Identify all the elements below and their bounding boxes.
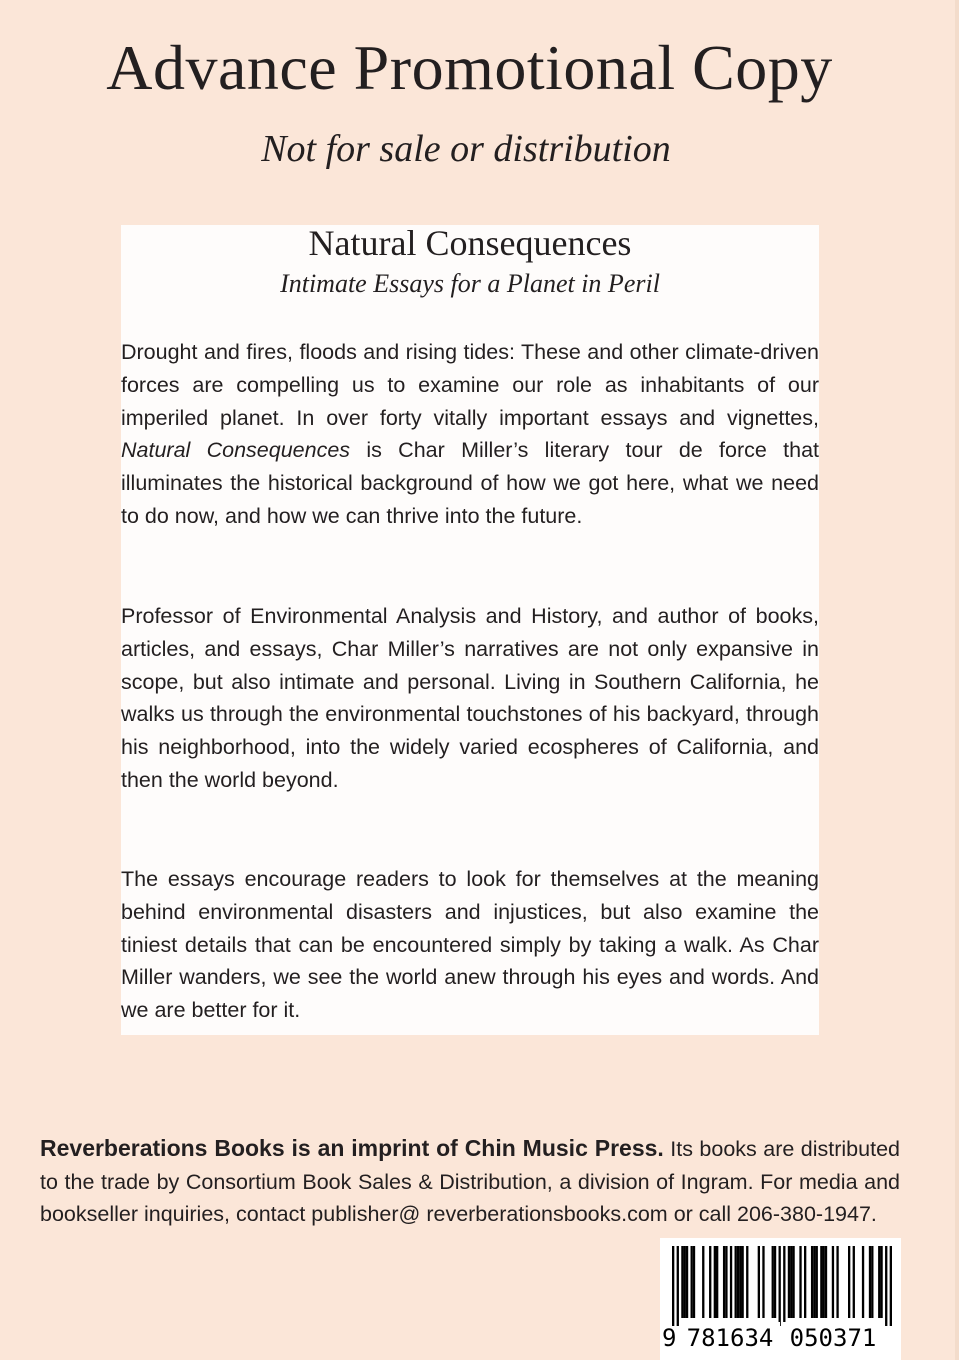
imprint-lead: Reverberations Books is an imprint of Chin Music Press. — [40, 1135, 664, 1161]
barcode-bar — [811, 1246, 813, 1318]
barcode-lead-digit: 9 — [662, 1324, 677, 1352]
barcode-left-group: 781634 — [680, 1322, 780, 1354]
barcode-bar — [709, 1246, 711, 1318]
barcode-bar — [878, 1246, 880, 1318]
barcode-bar — [869, 1246, 871, 1318]
imprint-body: Its books are distributed to the trade by Consortium Book Sales & Distribution, a division of Ingram. For media and bookseller inquiries, contact publisher@ reverberationsbooks.com or call 206-380-1947. — [40, 1137, 900, 1226]
barcode-bar — [779, 1246, 781, 1326]
barcode-bar — [746, 1246, 748, 1318]
distribution-notice: Not for sale or distribution — [261, 128, 671, 170]
barcode-bars — [672, 1246, 892, 1326]
blurb-paragraph-1 — [121, 336, 819, 533]
barcode-bar — [823, 1246, 825, 1318]
barcode-bar — [691, 1246, 693, 1318]
barcode-bar — [848, 1246, 850, 1318]
barcode-bar — [790, 1246, 792, 1318]
barcode-bar — [758, 1246, 760, 1318]
barcode-bar — [686, 1246, 688, 1318]
barcode-bar — [716, 1246, 718, 1318]
barcode-bar — [853, 1246, 855, 1318]
barcode-bar — [792, 1246, 794, 1318]
barcode-bar — [739, 1246, 741, 1318]
page-edge — [955, 0, 959, 1360]
barcode-bar — [672, 1246, 674, 1326]
barcode-bar — [820, 1246, 822, 1318]
barcode-bar — [816, 1246, 818, 1318]
barcode-bar — [813, 1246, 815, 1318]
barcode-bar — [681, 1246, 683, 1318]
barcode-bar — [799, 1246, 801, 1318]
barcode-digits — [660, 1322, 901, 1354]
barcode-bar — [832, 1246, 834, 1318]
barcode-right-group: 050371 — [783, 1322, 883, 1354]
imprint-statement — [40, 1132, 900, 1231]
barcode-bar — [772, 1246, 774, 1318]
blurb-text: Drought and fires, floods and rising tides: These and other climate-driven forces are compelling us to examine our role as inhabitants of our imperiled planet. In over forty vitally important essays and vignettes, — [121, 340, 819, 430]
barcode-bar — [762, 1246, 764, 1318]
barcode-bar — [774, 1246, 776, 1318]
barcode-bar — [885, 1246, 887, 1326]
blurb-book-title: Natural Consequences — [121, 438, 351, 463]
barcode-bar — [730, 1246, 732, 1318]
blurb-text: is Char Miller’s literary tour de force that illuminates the historical background of how we got here, what we need to do now, and how we can thrive into the future. — [121, 438, 819, 528]
barcode-bar — [737, 1246, 739, 1318]
barcode-bar — [684, 1246, 686, 1318]
barcode-bar — [725, 1246, 727, 1318]
barcode-bar — [677, 1246, 679, 1326]
barcode-bar — [735, 1246, 737, 1318]
barcode-bar — [783, 1246, 785, 1326]
barcode-bar — [825, 1246, 827, 1318]
barcode-bar — [890, 1246, 892, 1326]
barcode-bar — [723, 1246, 725, 1318]
barcode-bar — [741, 1246, 743, 1318]
barcode-bar — [714, 1246, 716, 1318]
barcode-bar — [693, 1246, 695, 1318]
barcode-bar — [804, 1246, 806, 1318]
page-title: Advance Promotional Copy — [106, 32, 833, 103]
barcode-bar — [880, 1246, 882, 1318]
book-title: Natural Consequences — [308, 223, 632, 263]
barcode-bar — [862, 1246, 864, 1318]
book-subtitle: Intimate Essays for a Planet in Peril — [280, 269, 660, 298]
barcode-bar — [788, 1246, 790, 1318]
isbn-barcode — [660, 1238, 901, 1360]
blurb-paragraph-2: Professor of Environmental Analysis and History, and author of books, articles, and essays, Char Miller’s narratives are not only expansive in scope, but also intimate and personal. Living in Southern California, he walks us through the environmental touchstones of his backyard, through his neighborhood, into the widely varied ecospheres of California, and then the world beyond. — [121, 604, 819, 792]
barcode-bar — [702, 1246, 704, 1318]
blurb-paragraph-3: The essays encourage readers to look for themselves at the meaning behind environmental disasters and injustices, but also examine the tiniest details that can be encountered simply by taking a walk. As Char Miller wanders, we see the world anew through his eyes and words. And we are better for it. — [121, 867, 819, 1023]
barcode-bar — [836, 1246, 838, 1318]
barcode-bar — [871, 1246, 873, 1318]
